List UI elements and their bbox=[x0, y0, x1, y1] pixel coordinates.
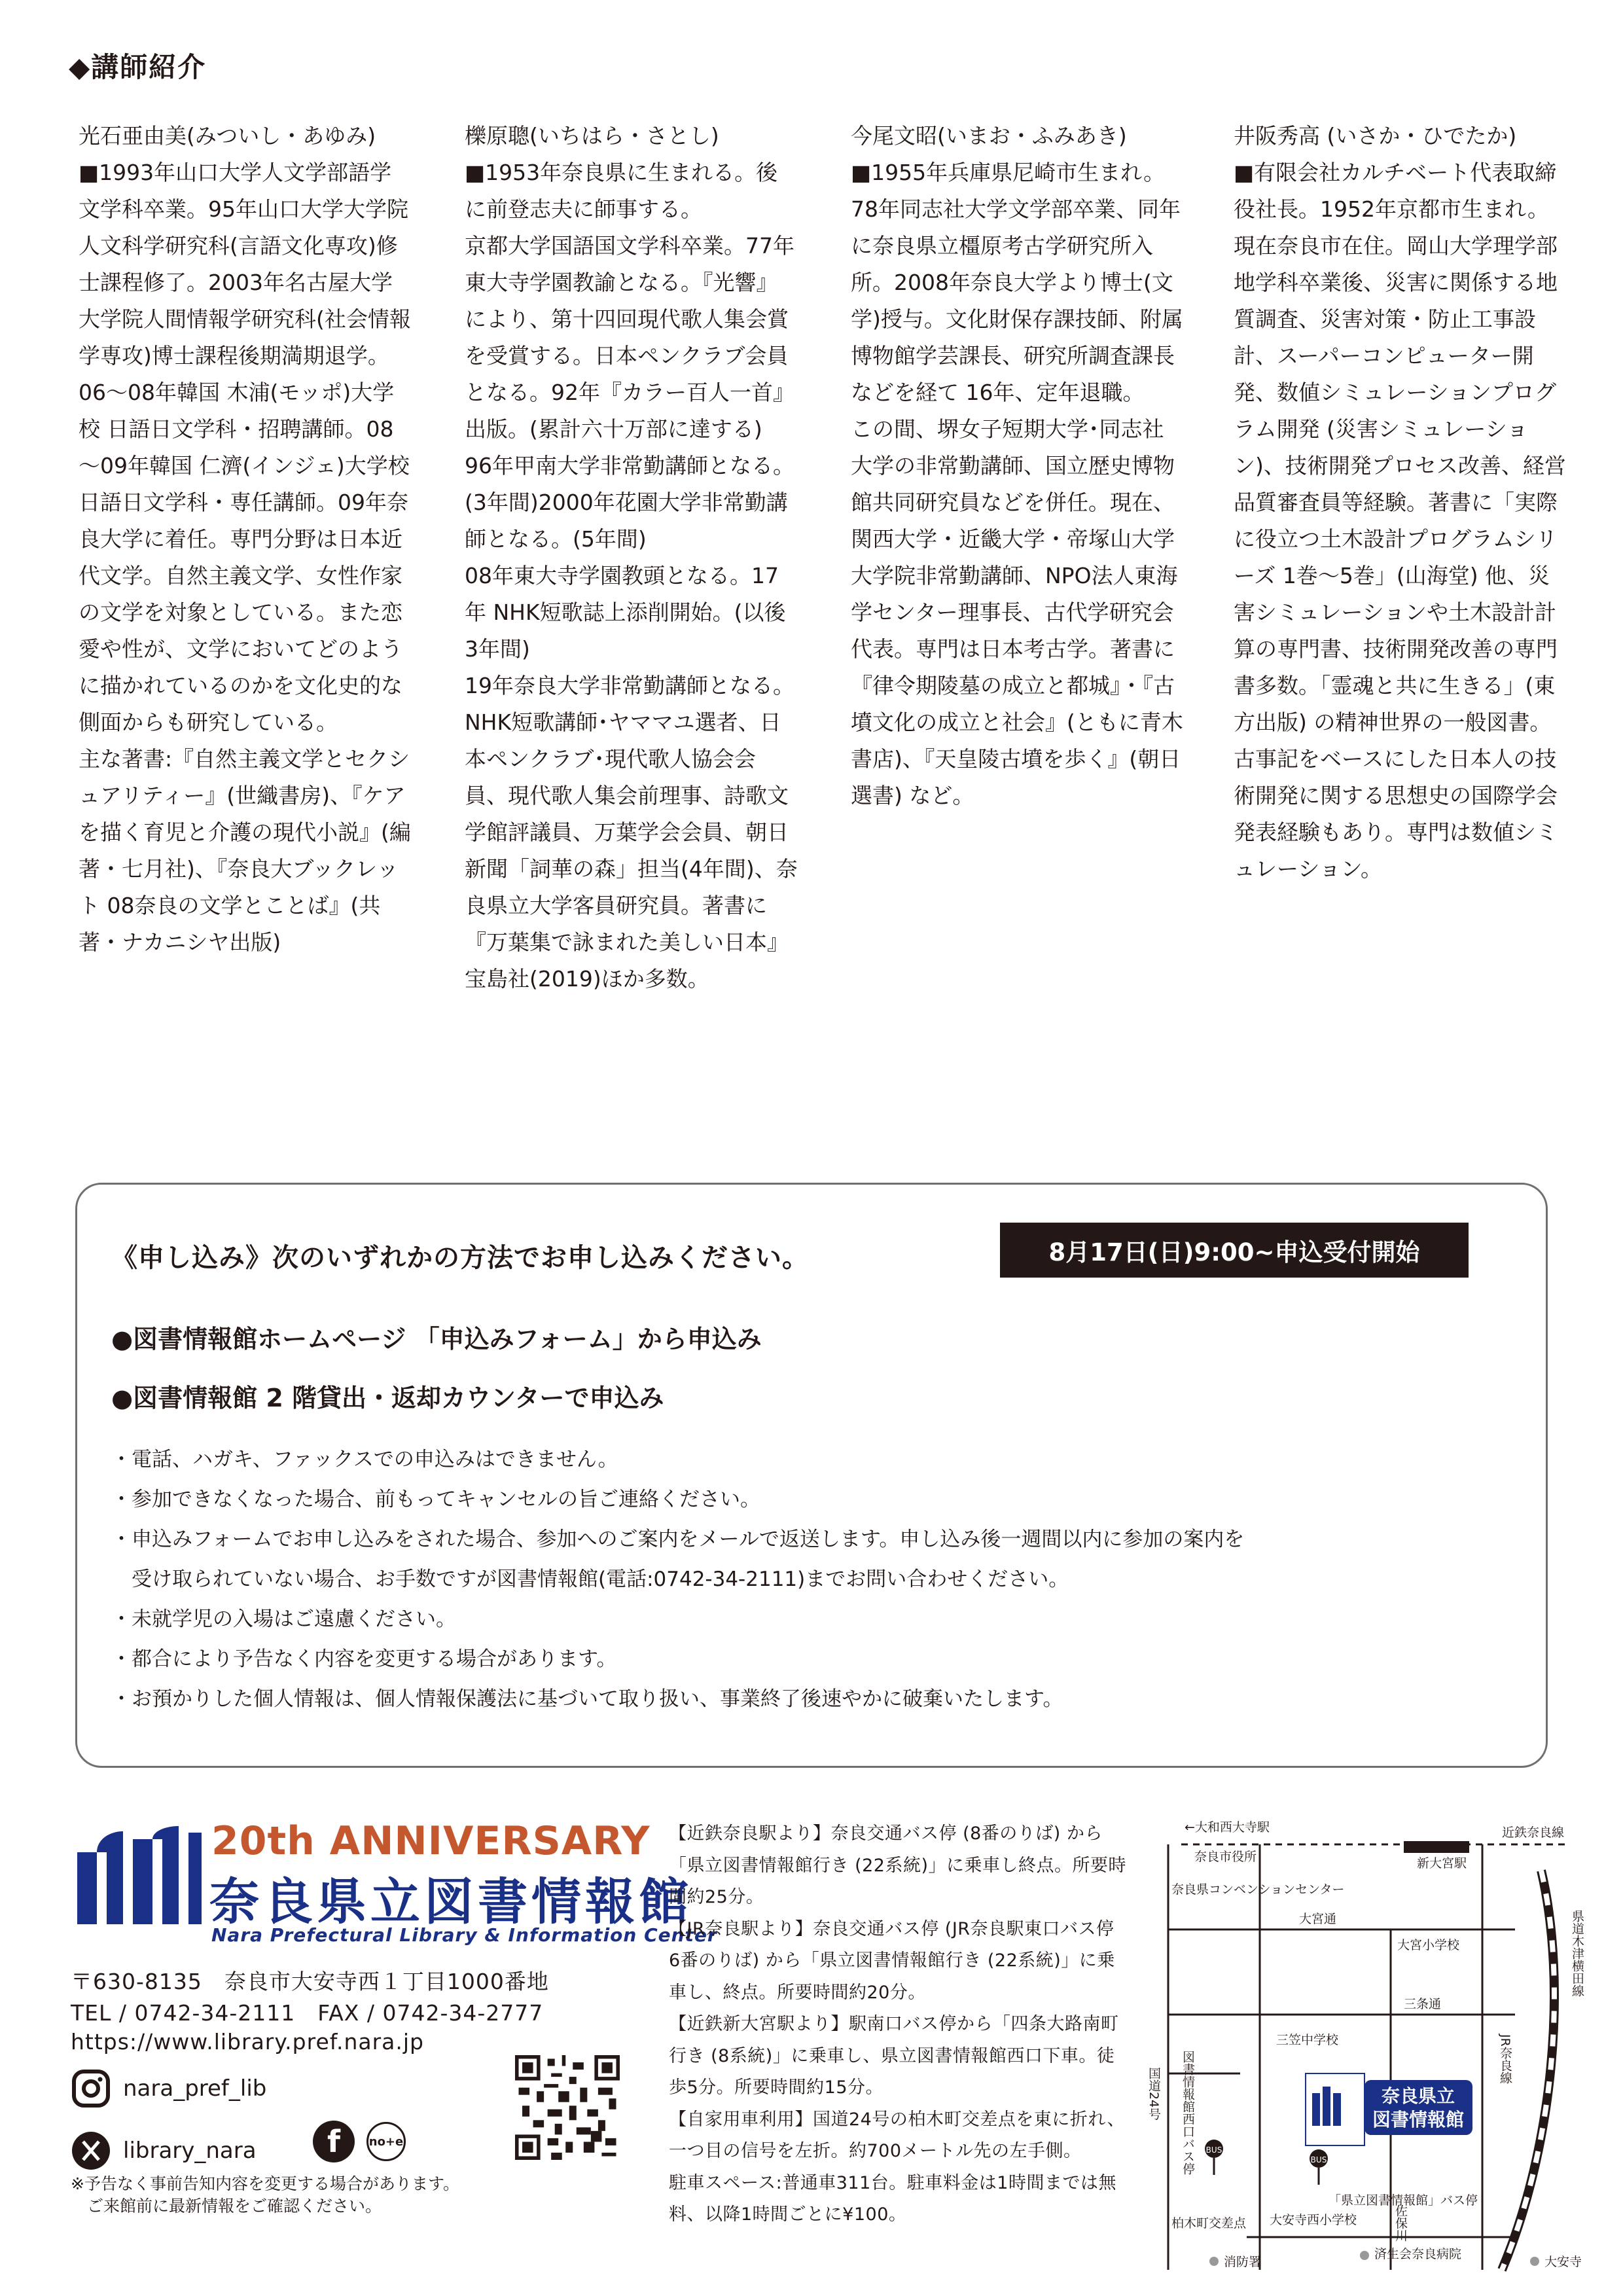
map-label: 大宮小学校 bbox=[1397, 1938, 1460, 1952]
lecturer-bio: 08年東大寺学園教頭となる。17年 NHK短歌誌上添削開始。(以後 3年間) bbox=[465, 563, 786, 662]
facebook-icon[interactable]: f bbox=[313, 2121, 355, 2162]
map-label: JR奈良線 bbox=[1498, 2034, 1512, 2084]
access-item: 駐車スペース:普通車311台。駐車料金は1時間までは無料、以降1時間ごとに¥100。 bbox=[669, 2172, 1116, 2225]
map-label: 大安寺 bbox=[1544, 2255, 1582, 2269]
lecturer-bio: 96年甲南大学非常勤講師となる。(3年間)2000年花園大学非常勤講師となる。(5年間) bbox=[465, 453, 794, 552]
lecturer-bio: ■1955年兵庫県尼崎市生まれ。78年同志社大学文学部卒業、同年に奈良県立橿原考古学研究所入所。2008年奈良大学より博士(文学)授与。文化財保存課技師、附属博物館学芸課長、研究所調査課長などを経て 16年、定年退職。 bbox=[851, 160, 1183, 405]
map-label: 「県立図書情報館」バス停 bbox=[1329, 2193, 1478, 2208]
bus-stop-icon: BUS bbox=[1310, 2155, 1327, 2164]
map-label: 柏木町交差点 bbox=[1171, 2216, 1247, 2231]
access-item: 【近鉄奈良駅より】奈良交通バス停 (8番のりば) から「県立図書情報館行き (22系統)」に乗車し終点。所要時間約25分。 bbox=[669, 1823, 1127, 1907]
address: 〒630-8135 奈良市大安寺西１丁目1000番地 bbox=[71, 1969, 549, 1994]
bus-stop-icon: BUS bbox=[1205, 2145, 1222, 2155]
access-item: 【近鉄新大宮駅より】駅南口バス停から「四条大路南町行き (8系統)」に乗車し、県立図書情報館西口下車。徒歩5分。所要時間約15分。 bbox=[669, 2014, 1119, 2098]
lecturer-bio: 京都大学国語国文学科卒業。77年東大寺学園教諭となる。『光響』により、第十四回現代歌人集会賞を受賞する。日本ペンクラブ会員となる。92年『カラー百人一首』出版。(累計六十万部に達する) bbox=[465, 233, 794, 442]
note-item: ・参加できなくなった場合、前もってキャンセルの旨ご連絡ください。 bbox=[111, 1488, 760, 1511]
lecturer-bio: ■1953年奈良県に生まれる。後に前登志夫に師事する。 bbox=[465, 160, 778, 222]
lecturer-name: 光石亜由美(みついし・あゆみ) bbox=[79, 123, 376, 149]
lecturer-bio: この間、堺女子短期大学･同志社大学の非常勤講師、国立歴史博物館共同研究員などを併任。現在、関西大学・近畿大学・帝塚山大学大学院非常勤講師、NPO法人東海学センター理事長、古代学研究会代表。専門は日本考古学。著書に『律令期陵墓の成立と都城』・『古墳文化の成立と社会』(ともに青木書店)、『天皇陵古墳を歩く』(朝日選書) など。 bbox=[851, 416, 1183, 808]
library-name-en: Nara Prefectural Library & Information Center bbox=[211, 1924, 717, 1946]
access-map bbox=[1149, 1818, 1594, 2276]
lecturer-bio: ■1993年山口大学人文学部語学文学科卒業。95年山口大学大学院人文科学研究科(言語文化専攻)修士課程修了。2003年名古屋大学大学院人間情報学研究科(社会情報学専攻)博士課程後期満期退学。06～08年韓国 木浦(モッポ)大学校 日語日文学科・招聘講師。08～09年韓国 仁濟(インジェ)大学校 日語日文学科・専任講師。09年奈良大学に着任。専門分野は日本近代文学。自然主義文学、女性作家の文学を対象としている。また恋愛や性が、文学においてどのように描かれているのかを文化史的な側面からも研究している。 bbox=[79, 160, 411, 735]
map-label: 三笠中学校 bbox=[1276, 2033, 1339, 2047]
tel-fax: TEL / 0742-34-2111 FAX / 0742-34-2777 bbox=[71, 2000, 544, 2026]
map-library-label-1: 奈良県立 bbox=[1381, 2085, 1455, 2107]
note-item: ・申込みフォームでお申し込みをされた場合、参加へのご案内をメールで返送します。申し込み後一週間以内に参加の案内を bbox=[111, 1528, 1245, 1551]
qr-code[interactable] bbox=[515, 2055, 620, 2160]
lecturer-column-4 bbox=[1234, 118, 1567, 888]
map-label: 三条通 bbox=[1404, 1997, 1442, 2011]
map-label: ←大和西大寺駅 bbox=[1185, 1820, 1270, 1835]
lecturer-publications: 主な著書:『自然主義文学とセクシュアリティー』(世織書房)、『ケアを描く育児と介護の現代小説』(編著・七月社)、『奈良大ブックレット 08奈良の文学とことば』(共著・ナカニシヤ出版) bbox=[79, 746, 411, 955]
map-label: 奈良市役所 bbox=[1194, 1850, 1257, 1864]
instagram-handle: nara_pref_lib bbox=[123, 2075, 267, 2102]
lecturer-column-2 bbox=[465, 118, 798, 997]
application-heading: 《申し込み》次のいずれかの方法でお申し込みください。 bbox=[111, 1243, 809, 1273]
map-library-label-2: 図書情報館 bbox=[1372, 2109, 1465, 2130]
instagram-link[interactable] bbox=[71, 2068, 266, 2109]
note-icon[interactable]: no+e bbox=[366, 2122, 406, 2161]
library-name-jp: 奈良県立図書情報館 bbox=[209, 1873, 692, 1931]
x-handle: library_nara bbox=[123, 2138, 257, 2164]
note-item: ・電話、ハガキ、ファックスでの申込みはできません。 bbox=[111, 1448, 618, 1471]
note-item: ・都合により予告なく内容を変更する場合があります。 bbox=[111, 1647, 617, 1671]
lecturer-name: 今尾文昭(いまお・ふみあき) bbox=[851, 123, 1127, 149]
x-link[interactable] bbox=[71, 2130, 257, 2171]
map-label: 消防署 bbox=[1224, 2255, 1262, 2269]
notice-line: ※予告なく事前告知内容を変更する場合があります。 bbox=[71, 2174, 459, 2193]
section-title: ◆講師紹介 bbox=[69, 51, 207, 83]
map-label: 新大宮駅 bbox=[1417, 1856, 1467, 1871]
access-info bbox=[669, 1818, 1127, 2231]
map-label: 近鉄奈良線 bbox=[1502, 1825, 1565, 1840]
access-item: 【JR奈良駅より】奈良交通バス停 (JR奈良駅東口バス停 6番のりば) から「県立図書情報館行き (22系統)」に乗車し、終点。所要時間約20分。 bbox=[669, 1918, 1115, 2003]
map-label: 済生会奈良病院 bbox=[1374, 2247, 1462, 2261]
map-label: 佐保川 bbox=[1393, 2204, 1408, 2242]
library-logo-icon bbox=[71, 1826, 205, 1929]
method-homepage: ●図書情報館ホームページ 「申込みフォーム」から申込み bbox=[111, 1325, 762, 1354]
website-link[interactable]: https://www.library.pref.nara.jp bbox=[71, 2029, 425, 2054]
lecturer-name: 井阪秀高 (いさか・ひでたか) bbox=[1234, 123, 1517, 149]
instagram-icon bbox=[71, 2068, 111, 2109]
lecturer-column-1 bbox=[79, 118, 412, 961]
map-label: 国道24号 bbox=[1147, 2067, 1161, 2121]
footer-notice bbox=[71, 2173, 529, 2217]
lecturer-column-3 bbox=[851, 118, 1185, 814]
map-label: 県道木津横田線 bbox=[1570, 1910, 1584, 1997]
notice-line: ご来館前に最新情報をご確認ください。 bbox=[71, 2197, 382, 2215]
map-label: 大宮通 bbox=[1299, 1912, 1337, 1926]
application-start-badge: 8月17日(日)9:00~申込受付開始 bbox=[1000, 1223, 1469, 1278]
note-item: ・お預かりした個人情報は、個人情報保護法に基づいて取り扱い、事業終了後速やかに破棄いたします。 bbox=[111, 1687, 1063, 1711]
map-label: 大安寺西小学校 bbox=[1270, 2213, 1357, 2227]
lecturer-bio: 19年奈良大学非常勤講師となる。NHK短歌講師･ヤママユ選者、日本ペンクラブ･現代歌人協会会員、現代歌人集会前理事、詩歌文学館評議員、万葉学会会員、朝日新聞「詞華の森」担当(4年間)、奈良県立大学客員研究員。著書に『万葉集で詠まれた美しい日本』宝島社(2019)ほか多数。 bbox=[465, 673, 798, 992]
lecturer-name: 櫟原聰(いちはら・さとし) bbox=[465, 123, 719, 149]
anniversary-text: 20th ANNIVERSARY bbox=[211, 1818, 651, 1864]
x-icon bbox=[71, 2130, 111, 2171]
access-item: 【自家用車利用】国道24号の柏木町交差点を東に折れ、一つ目の信号を左折。約700メートル先の左手側。 bbox=[669, 2109, 1125, 2161]
note-item: 受け取られていない場合、お手数ですが図書情報館(電話:0742-34-2111)までお問い合わせください。 bbox=[111, 1568, 1069, 1591]
lecturer-bio: ■有限会社カルチベート代表取締役社長。1952年京都市生まれ。現在奈良市在住。岡山大学理学部地学科卒業後、災害に関係する地質調査、災害対策・防止工事設計、スーパーコンピューター開発、数値シミュレーションプログラム開発 (災害シミュレーション)、技術開発プロセス改善、経営品質審査員等経験。著書に「実際に役立つ土木設計プログラムシリーズ 1巻～5巻」(山海堂) 他、災害シミュレーションや土木設計計算の専門書、技術開発改善の専門書多数。「霊魂と共に生きる」(東方出版) の精神世界の一般図書。古事記をベースにした日本人の技術開発に関する思想史の国際学会発表経験もあり。専門は数値シミュレーション。 bbox=[1234, 160, 1566, 882]
map-label: 図書情報館西口バス停 bbox=[1181, 2051, 1195, 2175]
note-item: ・未就学児の入場はご遠慮ください。 bbox=[111, 1607, 456, 1631]
method-counter: ●図書情報館 2 階貸出・返却カウンターで申込み bbox=[111, 1384, 664, 1412]
map-label: 奈良県コンベンションセンター bbox=[1171, 1882, 1345, 1897]
application-notes bbox=[111, 1440, 1518, 1719]
